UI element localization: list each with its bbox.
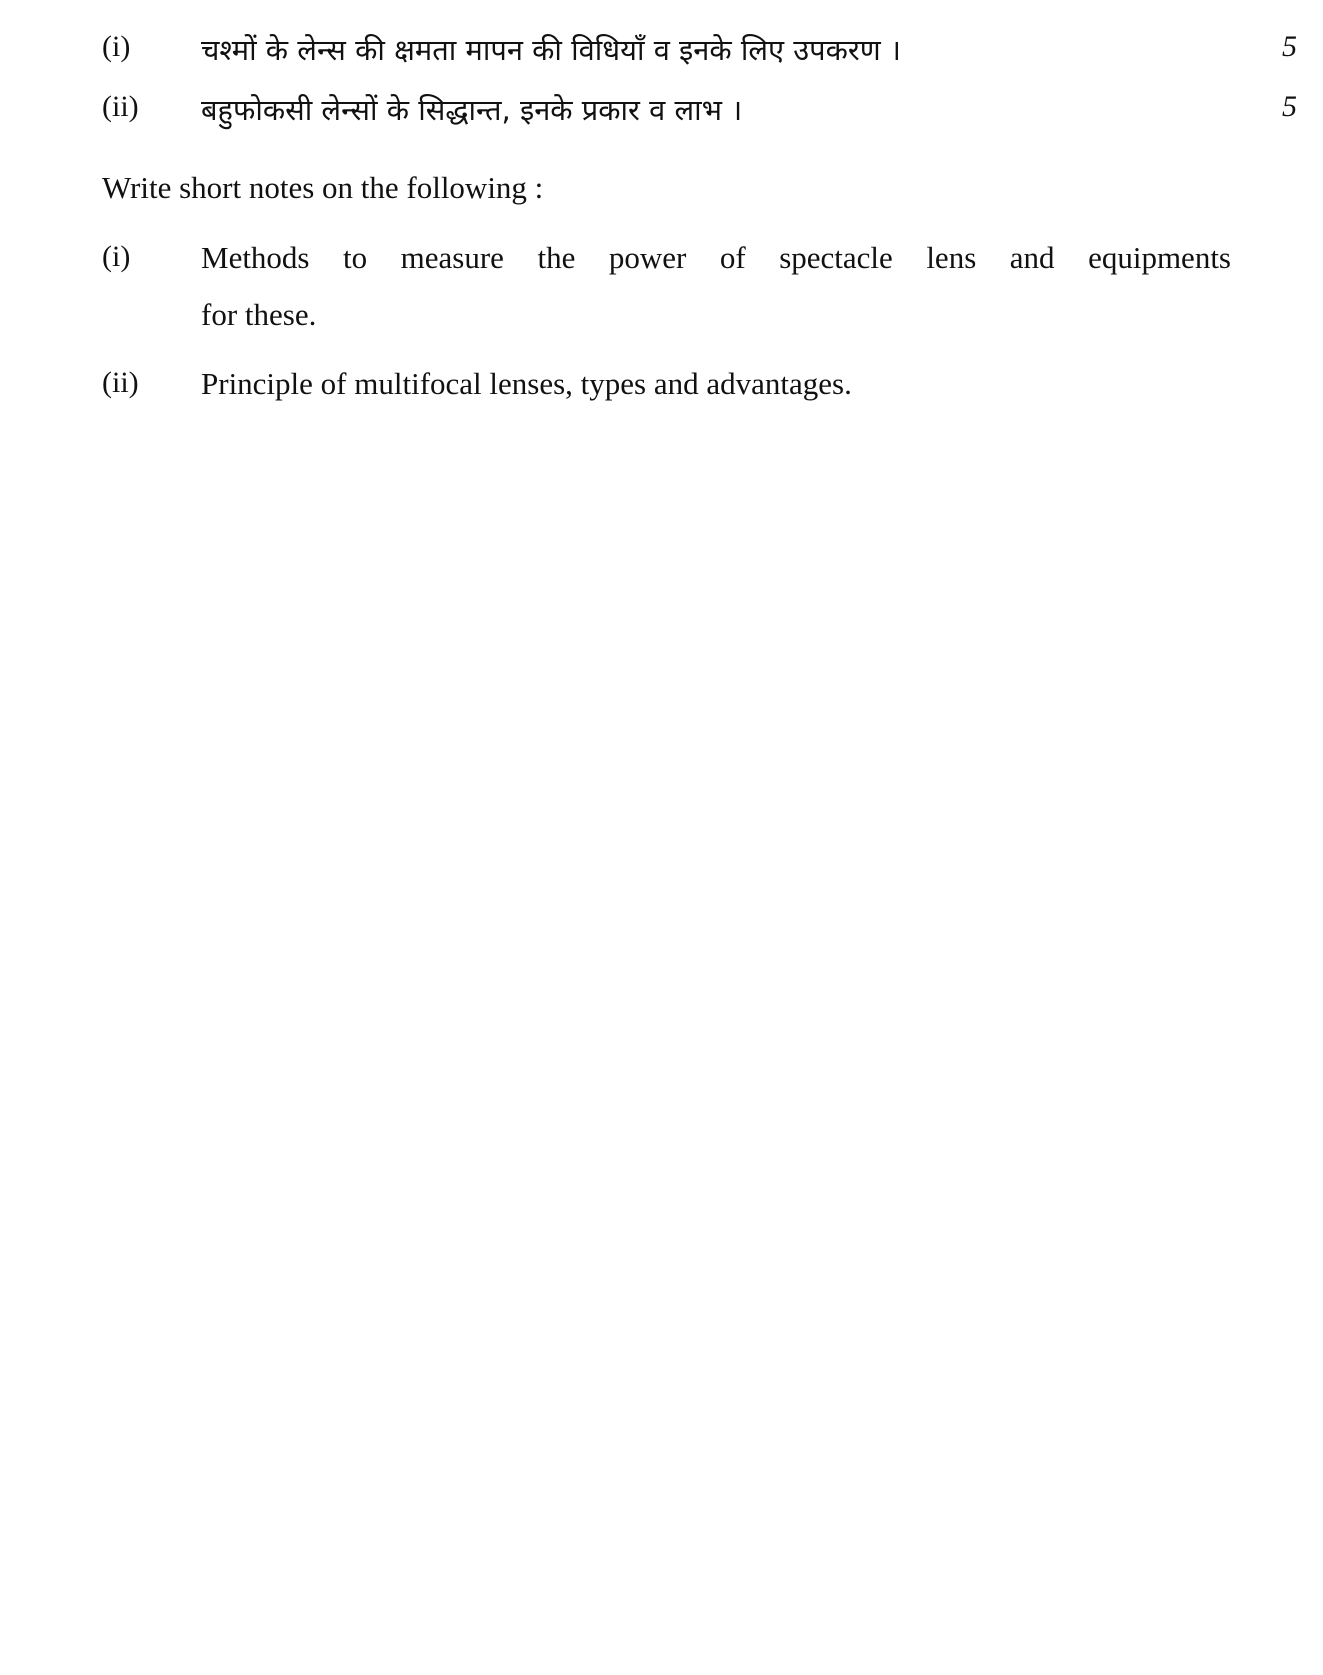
english-item-text: Methods to measure the power of spectacle lens and equipments [201, 240, 1231, 275]
instruction: Write short notes on the following : [102, 170, 544, 205]
marks: 5 [1282, 90, 1297, 123]
item-number: (i) [102, 30, 131, 63]
hindi-item-text: चश्मों के लेन्स की क्षमता मापन की विधियाँ व इनके लिए उपकरण । [201, 33, 901, 67]
marks: 5 [1282, 30, 1297, 63]
item-number: (ii) [102, 366, 139, 399]
item-number: (ii) [102, 90, 139, 123]
english-item-text-continued: for these. [201, 297, 317, 332]
item-number: (i) [102, 240, 131, 273]
english-item-text: Principle of multifocal lenses, types and advantages. [201, 366, 852, 401]
hindi-item-text: बहुफोकसी लेन्सों के सिद्धान्त, इनके प्रकार व लाभ । [201, 93, 743, 127]
